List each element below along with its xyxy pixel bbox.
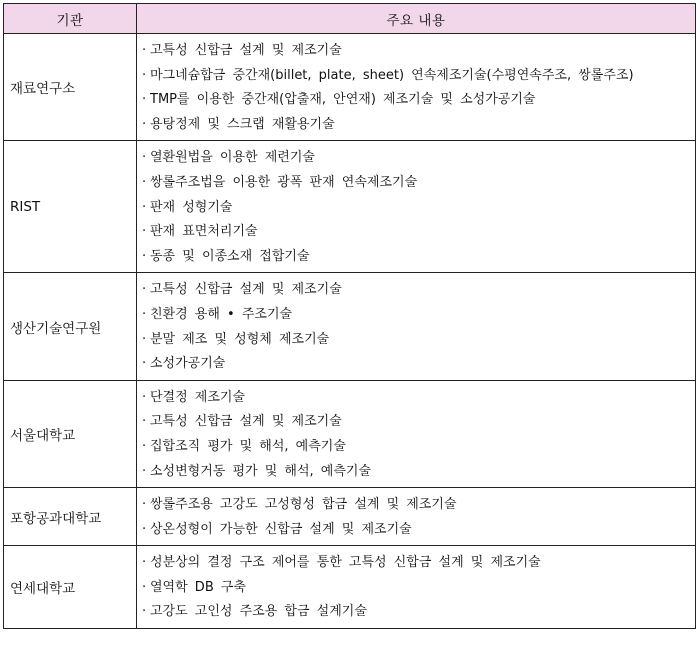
bullet-marker: · <box>142 331 147 347</box>
bullet-marker: · <box>142 174 147 190</box>
item-text: 분말 제조 및 성형체 제조기술 <box>150 331 330 347</box>
item-text: 고특성 신합금 설계 및 제조기술 <box>150 414 342 430</box>
bullet-marker: · <box>142 224 147 240</box>
list-item <box>140 328 689 353</box>
institution-table <box>3 3 696 629</box>
bullet-marker: · <box>142 116 147 132</box>
header-org: 기관 <box>4 4 137 34</box>
content-list <box>140 146 689 269</box>
content-cell <box>137 488 696 546</box>
content-cell <box>137 34 696 141</box>
list-item <box>140 551 689 576</box>
bullet-marker: · <box>142 199 147 215</box>
item-text: 상온성형이 가능한 신합금 설계 및 제조기술 <box>150 521 412 537</box>
document-page <box>3 3 696 629</box>
content-cell <box>137 546 696 629</box>
item-text: 고특성 신합금 설계 및 제조기술 <box>150 282 342 298</box>
item-text: 성분상의 결정 구조 제어를 통한 고특성 신합금 설계 및 제조기술 <box>150 555 541 571</box>
list-item <box>140 518 689 543</box>
bullet-marker: · <box>142 92 147 108</box>
content-cell <box>137 380 696 487</box>
item-text: 쌍롤주조법을 이용한 광폭 판재 연속제조기술 <box>150 174 418 190</box>
item-text: 고강도 고인성 주조용 합금 설계기술 <box>150 604 367 620</box>
table-row <box>4 546 696 629</box>
item-text: 마그네슘합금 중간재(billet, plate, sheet) 연속제조기술(수평연속주조, 쌍롤주조) <box>150 67 634 83</box>
table-header-row <box>4 4 696 34</box>
bullet-marker: · <box>142 555 147 571</box>
bullet-marker: · <box>142 521 147 537</box>
list-item <box>140 39 689 64</box>
content-list <box>140 386 689 484</box>
item-text: 용탕정제 및 스크랩 재활용기술 <box>150 116 335 132</box>
item-text: 소성변형거동 평가 및 해석, 예측기술 <box>150 463 372 479</box>
item-text: 동종 및 이종소재 접합기술 <box>150 248 310 264</box>
table-row <box>4 488 696 546</box>
content-list <box>140 39 689 137</box>
bullet-marker: · <box>142 438 147 454</box>
table-row <box>4 34 696 141</box>
list-item <box>140 220 689 245</box>
list-item <box>140 146 689 171</box>
item-text: 친환경 용해 • 주조기술 <box>150 306 293 322</box>
bullet-marker: · <box>142 497 147 513</box>
item-text: 고특성 신합금 설계 및 제조기술 <box>150 43 342 58</box>
item-text: 판재 성형기술 <box>150 199 233 215</box>
item-text: 쌍롤주조용 고강도 고성형성 합금 설계 및 제조기술 <box>150 497 457 513</box>
bullet-marker: · <box>142 67 147 83</box>
list-item <box>140 576 689 601</box>
list-item <box>140 64 689 89</box>
org-name: RIST <box>4 141 137 273</box>
bullet-marker: · <box>142 604 147 620</box>
list-item <box>140 88 689 113</box>
bullet-marker: · <box>142 356 147 372</box>
list-item <box>140 410 689 435</box>
org-name: 생산기술연구원 <box>4 273 137 380</box>
list-item <box>140 435 689 460</box>
table-row <box>4 273 696 380</box>
list-item <box>140 386 689 411</box>
org-name: 연세대학교 <box>4 546 137 629</box>
bullet-marker: · <box>142 248 147 264</box>
org-name: 서울대학교 <box>4 380 137 487</box>
bullet-marker: · <box>142 150 147 166</box>
org-name: 포항공과대학교 <box>4 488 137 546</box>
content-list <box>140 278 689 376</box>
list-item <box>140 460 689 485</box>
content-list <box>140 493 689 542</box>
content-cell <box>137 141 696 273</box>
list-item <box>140 303 689 328</box>
bullet-marker: · <box>142 463 147 479</box>
item-text: 판재 표면처리기술 <box>150 224 258 240</box>
bullet-marker: · <box>142 282 147 298</box>
table-row <box>4 380 696 487</box>
content-list <box>140 551 689 625</box>
item-text: 열역학 DB 구축 <box>150 579 246 595</box>
table-row <box>4 141 696 273</box>
list-item <box>140 352 689 377</box>
bullet-marker: · <box>142 414 147 430</box>
table-body <box>4 34 696 629</box>
list-item <box>140 600 689 625</box>
org-name: 재료연구소 <box>4 34 137 141</box>
bullet-marker: · <box>142 43 147 58</box>
item-text: TMP를 이용한 중간재(압출재, 안연재) 제조기술 및 소성가공기술 <box>150 92 536 108</box>
bullet-marker: · <box>142 389 147 405</box>
list-item <box>140 278 689 303</box>
item-text: 집합조직 평가 및 해석, 예측기술 <box>150 438 346 454</box>
header-content: 주요 내용 <box>137 4 696 34</box>
list-item <box>140 245 689 270</box>
content-cell <box>137 273 696 380</box>
bullet-marker: · <box>142 306 147 322</box>
list-item <box>140 113 689 138</box>
item-text: 단결정 제조기술 <box>150 389 246 405</box>
list-item <box>140 196 689 221</box>
item-text: 열환원법을 이용한 제련기술 <box>150 150 315 166</box>
list-item <box>140 171 689 196</box>
list-item <box>140 493 689 518</box>
item-text: 소성가공기술 <box>150 356 226 372</box>
bullet-marker: · <box>142 579 147 595</box>
